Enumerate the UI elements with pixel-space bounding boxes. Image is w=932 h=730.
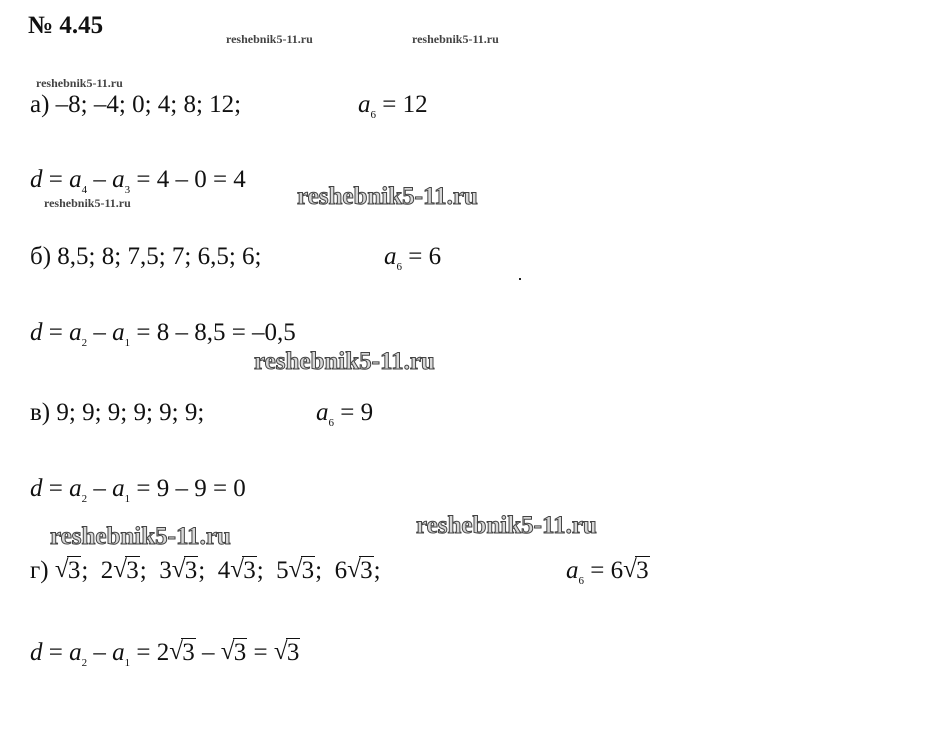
part-b-sixth-term: $a_6 = 6$ [384, 243, 442, 273]
watermark: reshebnik5-11.ru [44, 196, 131, 210]
sqrt-term: 4 √ 3; [217, 556, 264, 584]
part-g-difference: $d = a_2 - a_1 = 2$ √ 3 – √ 3 = √ 3 [30, 638, 300, 669]
watermark: reshebnik5-11.ru [254, 348, 435, 375]
sqrt-term: 6 √ 3; [334, 556, 381, 584]
part-g-sixth-term: $a_6 = 6$ √ 3 [566, 556, 649, 587]
part-v-sixth-term: $a_6 = 9$ [316, 399, 374, 429]
part-b-sequence [30, 242, 261, 272]
part-a-difference: $d = a_4 - a_3 = 4 - 0 = 4$ [30, 166, 246, 196]
part-label: г) [30, 557, 49, 584]
watermark: reshebnik5-11.ru [412, 32, 499, 46]
sequence-terms: 9; 9; 9; 9; 9; 9; [56, 399, 205, 426]
sqrt-term: 3 √ 3; [159, 556, 206, 584]
sequence-terms: –8; –4; 0; 4; 8; 12; [55, 91, 242, 118]
watermark: reshebnik5-11.ru [297, 183, 478, 210]
sqrt-term: √ 3; [54, 556, 89, 584]
sequence-terms: 8,5; 8; 7,5; 7; 6,5; 6; [57, 243, 262, 270]
watermark: reshebnik5-11.ru [416, 512, 597, 539]
part-label: в) [30, 399, 51, 426]
part-v-sequence [30, 398, 204, 428]
watermark: reshebnik5-11.ru [226, 32, 313, 46]
part-label: б) [30, 243, 52, 270]
part-a-sequence [30, 90, 241, 120]
problem-number: № 4.45 [28, 12, 104, 39]
part-label: а) [30, 91, 50, 118]
part-b-difference: $d = a_2 - a_1 = 8 - 8,5 = -0,5$ [30, 319, 296, 349]
part-a-sixth-term: $a_6 = 12$ [358, 91, 428, 121]
stray-dot [519, 278, 521, 280]
part-v-difference: $d = a_2 - a_1 = 9 - 9 = 0$ [30, 475, 246, 505]
part-g-sequence [30, 556, 381, 586]
sqrt-term: 2 √ 3; [100, 556, 147, 584]
watermark: reshebnik5-11.ru [50, 523, 231, 550]
watermark: reshebnik5-11.ru [36, 76, 123, 90]
sqrt-term: 5 √ 3; [276, 556, 323, 584]
